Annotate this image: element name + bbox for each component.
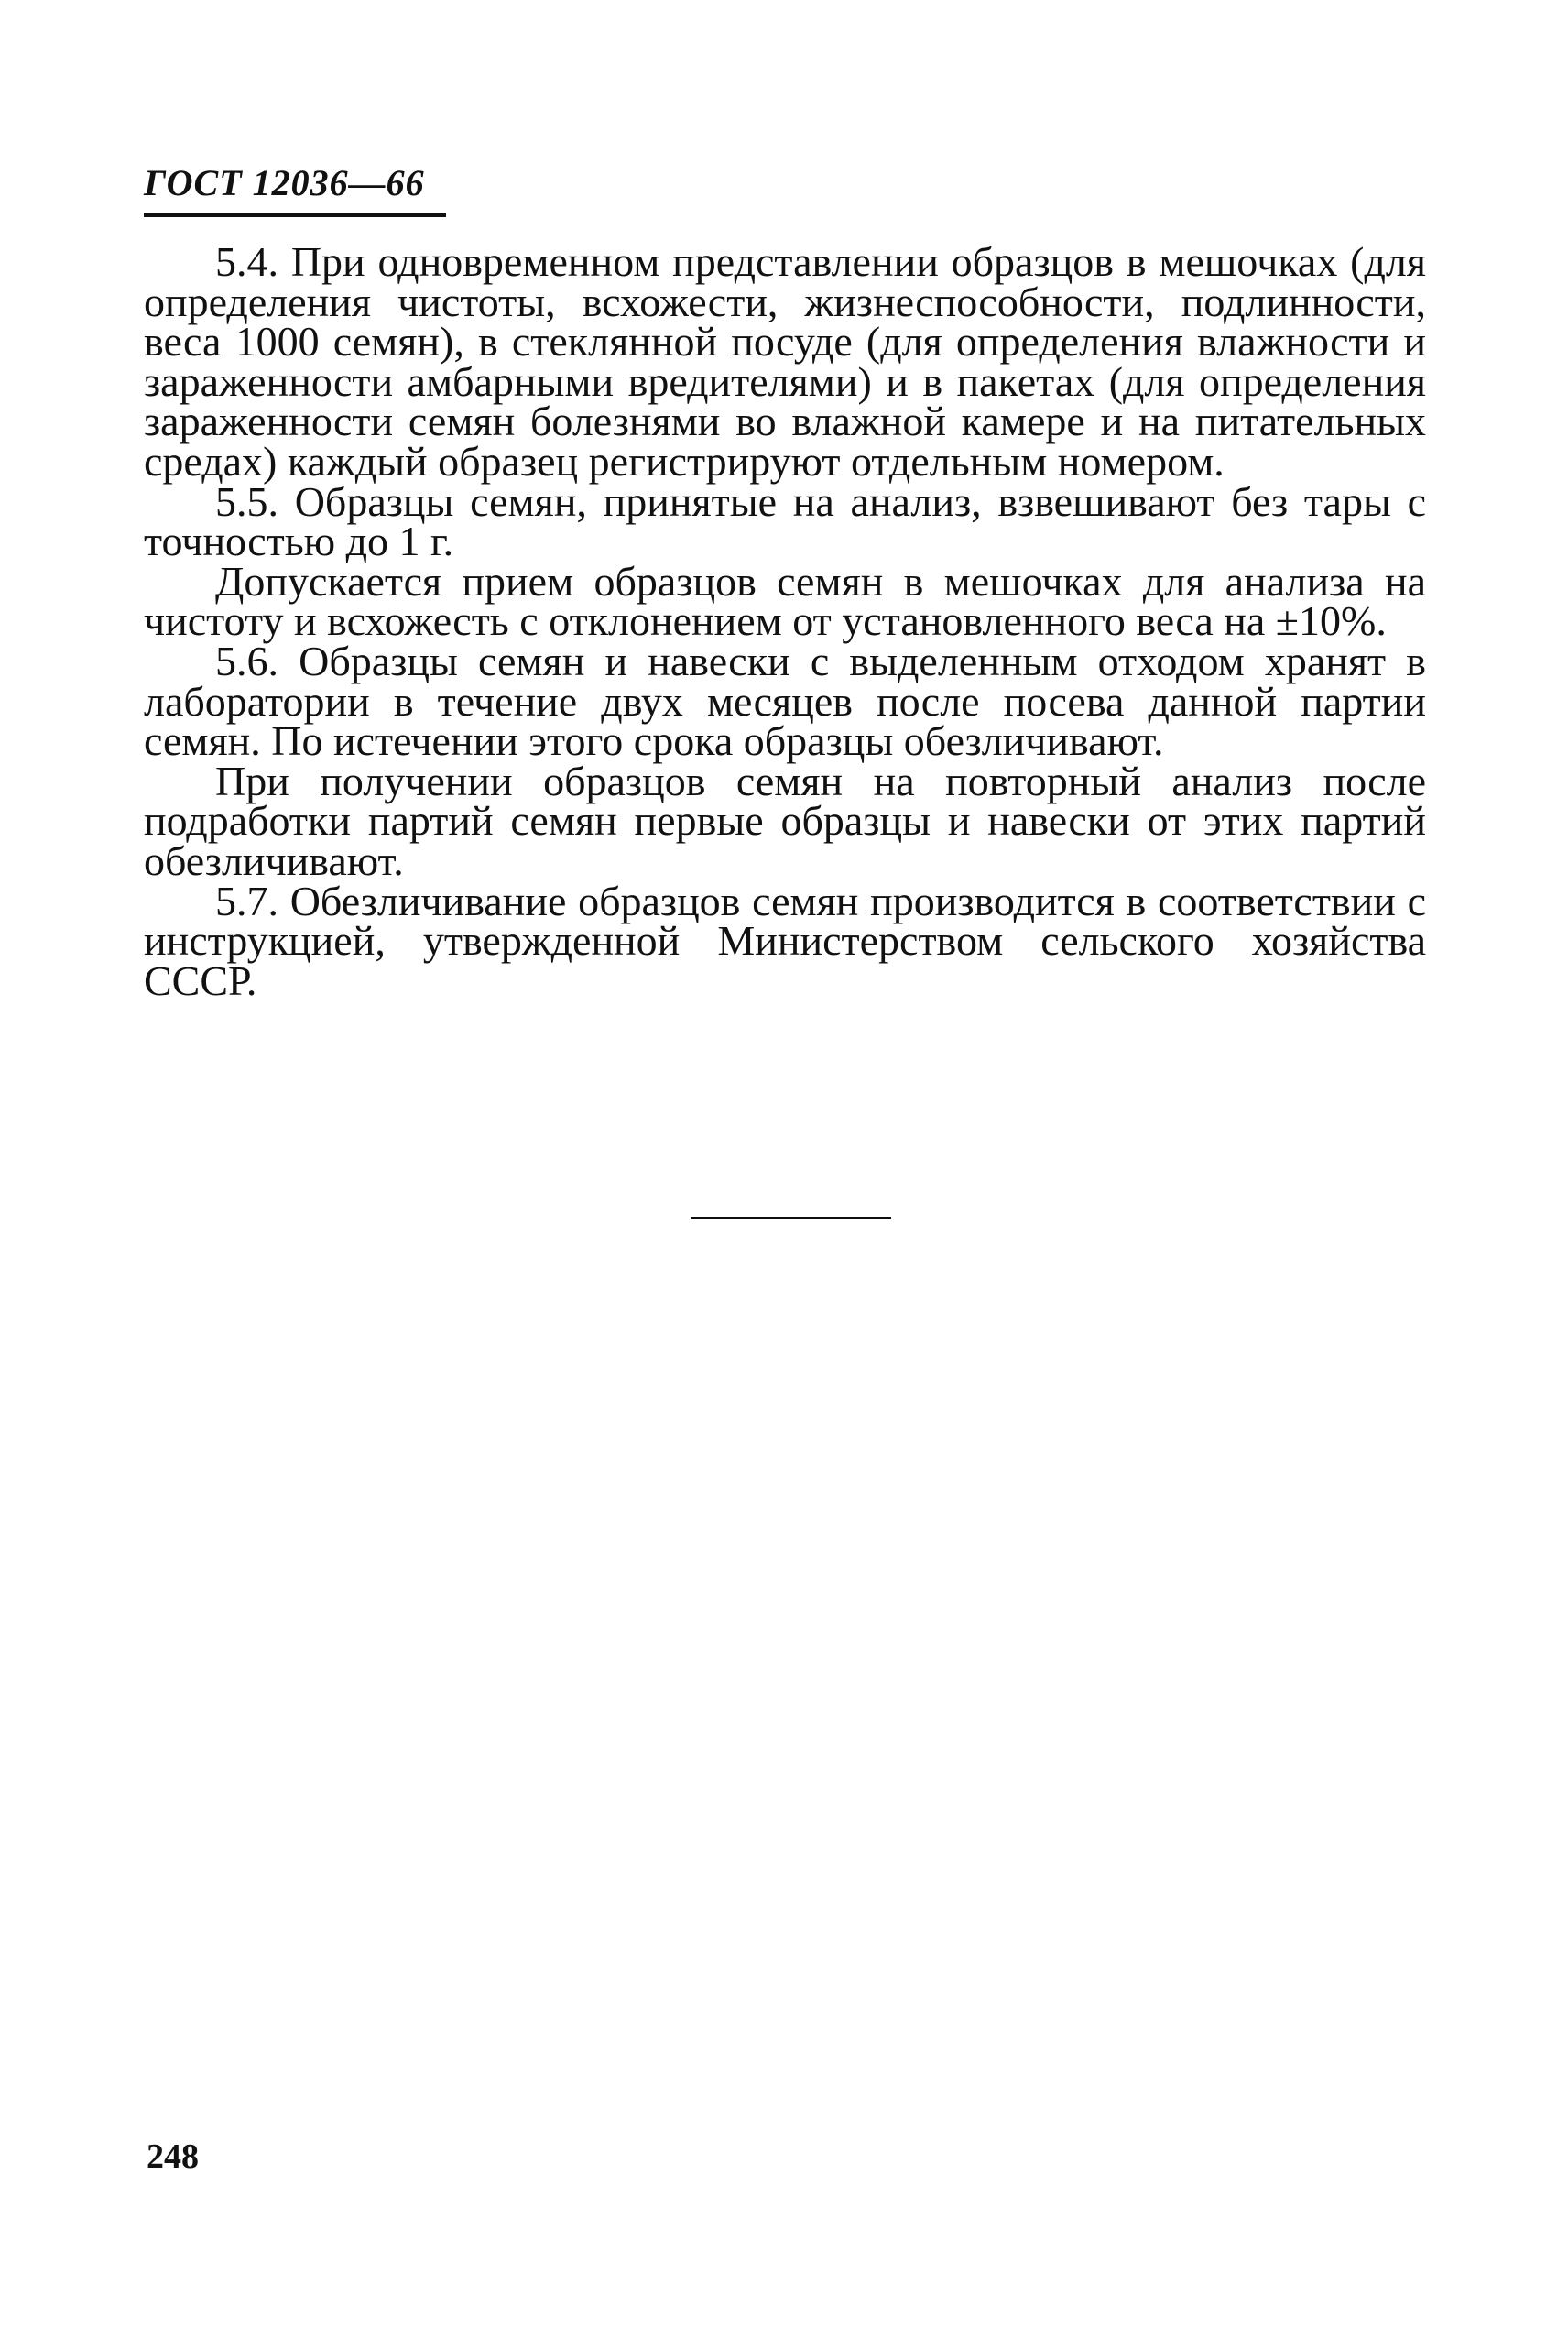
header-divider bbox=[144, 213, 446, 217]
paragraph-5-7: 5.7. Обезличивание образцов семян производится в соответствии с инструкцией, утвержденной Министерством сельского хозяйства СССР. bbox=[144, 877, 1426, 1004]
paragraph-5-5: 5.5. Образцы семян, принятые на анализ, взвешивают без тары с точностью до 1 г. bbox=[144, 477, 1426, 565]
document-body bbox=[144, 238, 1426, 1004]
page-number: 248 bbox=[147, 2137, 199, 2176]
document-header: ГОСТ 12036—66 bbox=[144, 162, 425, 203]
paragraph-5-6-reanalysis: При получении образцов семян на повторный анализ после подработки партий семян первые образцы и навески от этих партий обезличивают. bbox=[144, 757, 1426, 884]
paragraph-5-4: 5.4. При одновременном представлении образцов в мешочках (для определения чистоты, всхожести, жизнеспособности, подлинности, веса 1000 семян), в стеклянной посуде (для определения влажности и зараженности амбарными вредителями) и в пакетах (для определения зараженности семян болезнями во влажной камере и на питательных средах) каждый образец регистрируют отдельным номером. bbox=[144, 238, 1426, 485]
paragraph-5-5-tolerance: Допускается прием образцов семян в мешочках для анализа на чистоту и всхожесть с отклонением от установленного веса на ±10%. bbox=[144, 557, 1426, 645]
paragraph-5-6: 5.6. Образцы семян и навески с выделенным отходом хранят в лаборатории в течение двух месяцев после посева данной партии семян. По истечении этого срока образцы обезличивают. bbox=[144, 637, 1426, 765]
section-end-divider bbox=[691, 1217, 891, 1219]
